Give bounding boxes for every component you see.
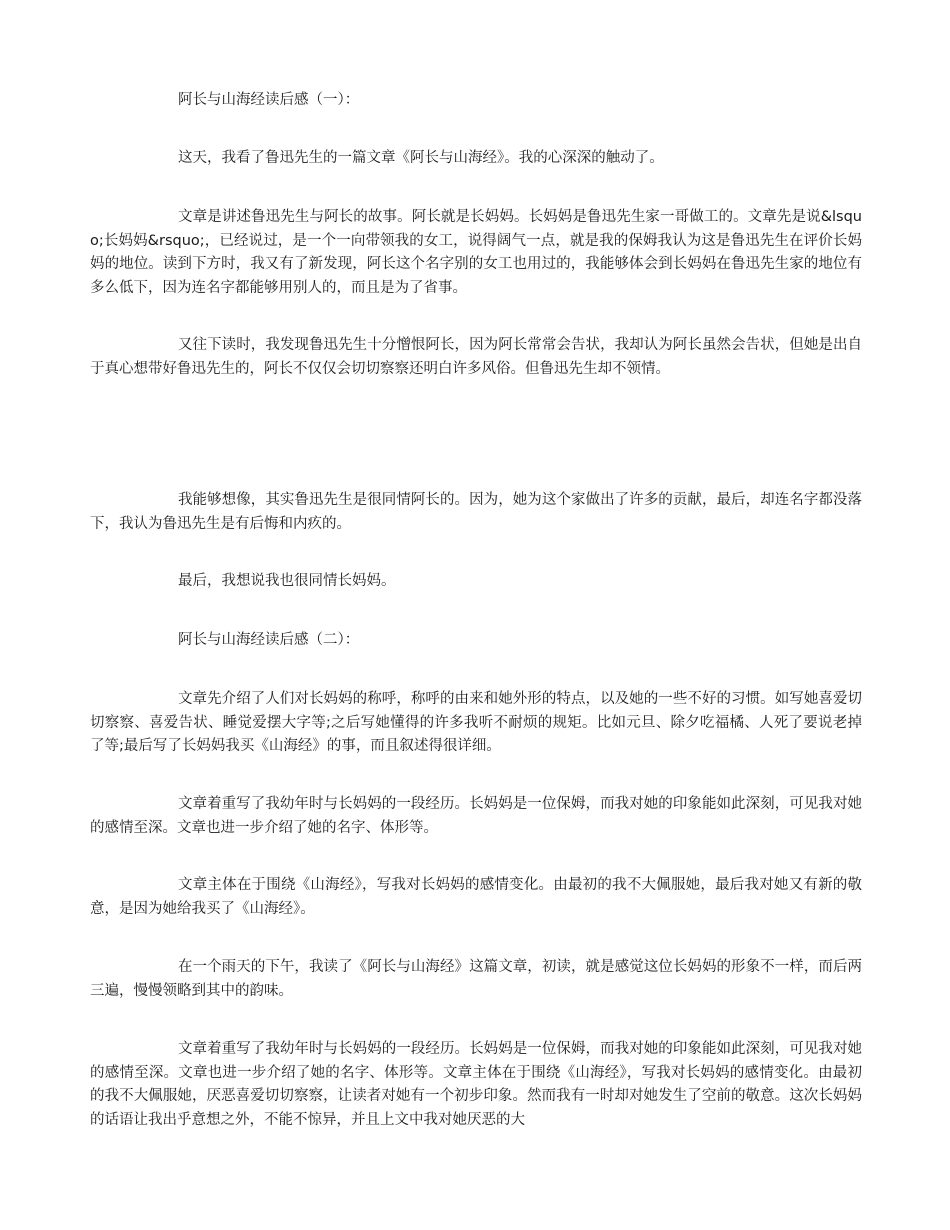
paragraph-2: 文章是讲述鲁迅先生与阿长的故事。阿长就是长妈妈。长妈妈是鲁迅先生家一哥做工的。文章先是说&lsquo;长妈妈&rsquo;，已经说过，是一个一向带领我的女工，说得阔气一点，就是我的保姆我认为这是鲁迅先生在评价长妈妈的地位。读到下方时，我又有了新发现，阿长这个名字别的女工也用过的，我能够体会到长妈妈在鲁迅先生家的地位有多么低下，因为连名字都能够用别人的，而且是为了省事。 — [90, 209, 862, 296]
paragraph-6: 文章先介绍了人们对长妈妈的称呼，称呼的由来和她外形的特点，以及她的一些不好的习惯。如写她喜爱切切察察、喜爱告状、睡觉爱摆大字等;之后写她懂得的许多我听不耐烦的规矩。比如元旦、除夕吃福橘、人死了要说老掉了等;最后写了长妈妈我买《山海经》的事，而且叙述得很详细。 — [90, 691, 862, 755]
paragraph-9: 在一个雨天的下午，我读了《阿长与山海经》这篇文章，初读，就是感觉这位长妈妈的形象不一样，而后两三遍，慢慢领略到其中的韵味。 — [90, 959, 862, 999]
heading-part-two: 阿长与山海经读后感（二）： — [178, 632, 360, 648]
paragraph-7: 文章着重写了我幼年时与长妈妈的一段经历。长妈妈是一位保姆，而我对她的印象能如此深刻，可见我对她的感情至深。文章也进一步介绍了她的名字、体形等。 — [90, 796, 862, 836]
paragraph-3: 又往下读时，我发现鲁迅先生十分憎恨阿长，因为阿长常常会告状，我却认为阿长虽然会告状，但她是出自于真心想带好鲁迅先生的，阿长不仅仅会切切察察还明白许多风俗。但鲁迅先生却不领情。 — [90, 337, 862, 377]
paragraph-8: 文章主体在于围绕《山海经》，写我对长妈妈的感情变化。由最初的我不大佩服她，最后我对她又有新的敬意，是因为她给我买了《山海经》。 — [90, 877, 862, 917]
paragraph-5: 最后，我想说我也很同情长妈妈。 — [178, 573, 396, 589]
paragraph-4: 我能够想像，其实鲁迅先生是很同情阿长的。因为，她为这个家做出了许多的贡献，最后，却连名字都没落下，我认为鲁迅先生是有后悔和内疚的。 — [90, 492, 862, 532]
paragraph-1: 这天，我看了鲁迅先生的一篇文章《阿长与山海经》。我的心深深的触动了。 — [178, 150, 664, 166]
paragraph-10: 文章着重写了我幼年时与长妈妈的一段经历。长妈妈是一位保姆，而我对她的印象能如此深刻，可见我对她的感情至深。文章也进一步介绍了她的名字、体形等。文章主体在于围绕《山海经》，写我对长妈妈的感情变化。由最初的我不大佩服她，厌恶喜爱切切察察，让读者对她有一个初步印象。然而我有一时却对她发生了空前的敬意。这次长妈妈的话语让我出乎意想之外，不能不惊异，并且上文中我对她厌恶的大 — [90, 1041, 862, 1128]
heading-part-one: 阿长与山海经读后感（一）： — [178, 92, 360, 108]
